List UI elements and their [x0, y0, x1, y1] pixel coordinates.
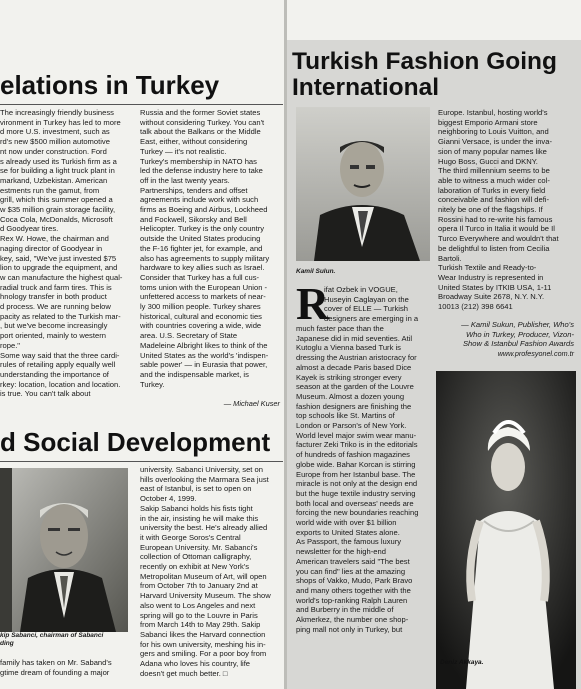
text-line: with countries covering a wide, wide	[140, 321, 262, 331]
text-line: facturer Zeki Triko is in the editorials	[296, 440, 418, 450]
headline-social-development: d Social Development	[0, 427, 271, 457]
text-line: miracle is not only at the design end	[296, 479, 418, 489]
text-line: in the air, insisting he will make this	[140, 513, 259, 523]
text-line: area. U.S. Secretary of State	[140, 331, 238, 341]
text-line: Coca Cola, McDonalds, Microsoft	[0, 214, 113, 224]
text-line: from March 14th to May 29th. Sakip	[140, 620, 261, 630]
text-line: — Kamil Sukun, Publisher, Who's	[461, 320, 574, 329]
headline-fashion-line-2: International	[292, 74, 440, 101]
text-line: both local and overseas' needs are	[296, 498, 414, 508]
text-line: Who in Turkey, Producer, Vizon-	[465, 329, 574, 339]
text-line: East, either, without considering	[140, 137, 248, 147]
text-line: and the indispensable market, is	[140, 369, 249, 379]
text-line: w can manufacture the highest qual-	[0, 272, 123, 282]
dropcap-lines	[324, 285, 431, 324]
headline-rule	[0, 461, 283, 462]
text-line: markand, Uzbekistan. American	[0, 175, 108, 185]
text-line: east of Istanbul, is set to open on	[140, 484, 252, 494]
text-line: Broadway Suite 2678, N.Y. N.Y.	[438, 292, 545, 302]
text-line: Turkey — it's not realistic.	[140, 146, 227, 156]
text-line: neighboring to Louis Vuitton, and	[438, 127, 549, 137]
text-line: gers and smiling. For a poor boy from	[140, 649, 267, 659]
text-line: hnology transfer in both product	[0, 292, 107, 302]
text-line: Turco Everywhere and wouldn't that	[438, 234, 559, 244]
text-line: world wide with over $1 billion	[296, 518, 397, 528]
text-line: collection of Ottoman calligraphy,	[140, 552, 252, 562]
text-line: also has agreements to supply military	[140, 253, 270, 263]
text-line: d Goodyear tires.	[0, 224, 59, 234]
text-line: Hugo Boss, Gucci and DKNY.	[438, 156, 538, 166]
text-line: Akmerkez, the number one shop-	[296, 615, 409, 625]
text-line: Adana who loves his country, life	[140, 659, 251, 669]
headline-rule	[0, 104, 283, 105]
text-line: Turkish Textile and Ready-to-	[438, 263, 537, 273]
article-bottom-col-2	[140, 465, 280, 678]
publisher-credit	[438, 320, 574, 349]
text-line: biggest Emporio Armani store	[438, 117, 538, 127]
text-line: rd's new $500 million automotive	[0, 137, 110, 147]
text-line: s already used its Turkish firm as a	[0, 156, 117, 166]
text-line: hardware to key allies such as Israel.	[140, 263, 265, 273]
text-line: but the huge textile industry serving	[296, 488, 416, 498]
text-line: and many others together with the	[296, 585, 411, 595]
text-line: recently on exhibit at New York's	[140, 562, 250, 572]
text-line: port oriented, mainly to western	[0, 331, 106, 341]
text-line: forcing the new boundaries reaching	[296, 508, 419, 518]
text-line: university the best. He's already allied	[140, 523, 268, 533]
text-line: toms union with the European Union -	[140, 282, 268, 292]
text-line: laboration of Turks in every field	[438, 185, 546, 195]
text-line: American travelers said "The best	[296, 556, 410, 566]
text-line: spring will go to the Louvre in Paris	[140, 610, 258, 620]
text-line: talk about the Balkans or the Middle	[140, 127, 261, 137]
text-line: European University. Mr. Sabanci's	[140, 542, 258, 552]
page-gutter	[284, 0, 287, 689]
text-line: London or Parson's of New York.	[296, 421, 407, 431]
text-line: dressing the Austrian aristocracy for	[296, 353, 417, 363]
text-line: designers are emerging in a	[324, 314, 419, 324]
text-line: nitely be one of the flagships. If	[438, 205, 543, 215]
text-line: also went to Los Angeles and next	[140, 600, 256, 610]
photo-caption-sabanci: kip Sabanci, chairman of Sabanci ding	[0, 632, 104, 647]
text-line: vironment in Turkey has led to more	[0, 117, 121, 127]
text-line: for his own university, meshing his in-	[140, 639, 266, 649]
headline-fashion-line-1: Turkish Fashion Going	[292, 48, 557, 75]
text-line: sion of many popular names like	[438, 146, 547, 156]
text-line: Kayek is striking stronger every	[296, 372, 402, 382]
text-line: radial truck and farm tires. This is	[0, 282, 112, 292]
text-line: historical, cultural and economic ties	[140, 311, 262, 321]
text-line: university. Sabanci University, set on	[140, 465, 263, 474]
text-line: family has taken on Mr. Saband's	[0, 658, 112, 667]
text-line: pacity as related to the Turkish mar-	[0, 311, 121, 321]
text-line: is true. You can't talk about	[0, 389, 91, 399]
text-line: Turkey's membership in NATO has	[140, 156, 257, 166]
text-line: Rex W. Howe, the chairman and	[0, 234, 109, 244]
text-line: conceivable and fashion will defi-	[438, 195, 550, 205]
text-line: The increasingly friendly business	[0, 108, 114, 117]
byline: — Michael Kuser	[223, 399, 280, 408]
text-line: outside the United States producing	[140, 234, 261, 244]
photo-caption-deniz-akkaya: Deniz Akkaya.	[440, 659, 484, 666]
text-line: lion to upgrade the equipment, and	[0, 263, 118, 273]
text-line: it with George Soros's Central	[140, 532, 241, 542]
text-line: Sakip Sabanci holds his fists tight	[140, 503, 253, 513]
portrait-photo-kamil-sulun	[296, 107, 430, 261]
text-line: ly 300 million people. Turkey shares	[140, 302, 261, 312]
article-col-1	[0, 108, 130, 399]
text-line: Harvard University Museum. The show	[140, 591, 271, 601]
text-line: Kutoglu a Vienna based Turk is	[296, 343, 401, 353]
fashion-model-photo	[436, 371, 576, 689]
text-line: world's top-ranking Ralph Lauren	[296, 595, 408, 605]
text-line: Wear Industry is represented in	[438, 272, 544, 282]
portrait-illustration	[0, 468, 128, 632]
text-line: shops of Vakko, Mudo, Park Bravo	[296, 576, 413, 586]
text-line: nt now under construction. Ford	[0, 146, 107, 156]
text-line: Turkey.	[140, 379, 165, 389]
text-line: Some way said that the three cardi-	[0, 350, 120, 360]
text-line: Helicopter. Turkey is the only country	[140, 224, 265, 234]
headline-relations: elations in Turkey	[0, 70, 220, 100]
text-line: exports to United States alone.	[296, 527, 400, 537]
text-line: d process. We are running below	[0, 302, 111, 312]
text-line: understanding the importance of	[0, 369, 109, 379]
text-line: sable power' — in Eurasia that power,	[140, 360, 268, 370]
text-line: top schools like St. Martins of	[296, 411, 395, 421]
text-line: Partnerships, tenders and offset	[140, 185, 248, 195]
article-bottom-col-1	[0, 658, 130, 677]
text-line: firms as Boeing and Airbus, Lockheed	[140, 205, 268, 215]
text-line: without considering Turkey. You can't	[140, 117, 265, 127]
text-line: season at the garden of the Louvre	[296, 382, 414, 392]
text-line: Rossini had to re-write his famous	[438, 214, 553, 224]
text-line: from October 7th to January 2nd at	[140, 581, 258, 591]
text-line: of hundreds of fashion magazines	[296, 450, 410, 460]
text-line: much faster pace than the	[296, 324, 384, 333]
text-line: Consider that Turkey has a full cus-	[140, 272, 260, 282]
text-line: United States as the world's 'indispen-	[140, 350, 269, 360]
text-line: doesn't get much better. □	[140, 668, 228, 678]
text-line: the F-16 fighter jet, for example, and	[140, 243, 263, 253]
text-line: ping mall not only in Turkey, but	[296, 624, 403, 634]
article-col-2	[140, 108, 280, 389]
text-line: rules of retailing apply equally well	[0, 360, 116, 370]
text-line: w $35 million grain storage facility,	[0, 205, 116, 215]
fashion-body-col-1	[296, 324, 431, 635]
text-line: The third millennium seems to be	[438, 166, 550, 176]
text-line: led the defense industry here to take	[140, 166, 263, 176]
text-line: Gianni Versace, is under the inva-	[438, 137, 552, 147]
text-line: Show & Istanbul Fashion Awards	[462, 339, 574, 349]
portrait-illustration	[296, 107, 430, 261]
model-illustration	[436, 371, 576, 689]
text-line: As Passport, the famous luxury	[296, 537, 402, 547]
text-line: rkey: location, location and location.	[0, 379, 121, 389]
text-line: be delightful to listen from Cecilia	[438, 243, 550, 253]
photo-caption-kamil-sulun: Kamil Sulun.	[296, 268, 336, 275]
dropcap-letter: R	[296, 278, 330, 329]
text-line: Europe. Istanbul, hosting world's	[438, 108, 548, 117]
text-line: fashion designers are finishing the	[296, 401, 412, 411]
text-line: Europe from her Istanbul base. The	[296, 469, 416, 479]
text-line: hills overlooking the Marmara Sea just	[140, 474, 269, 484]
portrait-photo-sabanci	[0, 468, 128, 632]
text-line: Bartoli.	[438, 253, 462, 263]
text-line: Madeleine Albright likes to think of the	[140, 340, 268, 350]
text-line: estments run the gamut, from	[0, 185, 100, 195]
fashion-body-col-2	[438, 108, 574, 312]
text-line: agreements include work with such	[140, 195, 259, 205]
text-line: Metropolitan Museum of Art, will open	[140, 571, 267, 581]
text-line: key, said, "We've just invested $75	[0, 253, 117, 263]
text-line: unfettered access to markets of near-	[140, 292, 266, 302]
text-line: , but we've become increasingly	[0, 321, 108, 331]
text-line: Museum. Almost a dozen young	[296, 391, 405, 401]
text-line: se for building a light truck plant in	[0, 166, 115, 176]
text-line: cover of ELLE — Turkish	[324, 304, 408, 314]
text-line: United States by ITKIB USA, 1-11	[438, 282, 552, 292]
text-line: ifat Ozbek in VOGUE,	[324, 285, 398, 294]
text-line: and Fockwell, Sikorsky and Bell	[140, 214, 247, 224]
text-line: Sabanci likes the Harvard connection	[140, 629, 266, 639]
text-line: able to witness a much wider col-	[438, 175, 550, 185]
text-line: newsletter for the high-end	[296, 547, 386, 557]
website-url: www.profesyonel.com.tr	[497, 349, 574, 358]
text-line: opera Il Turco in Italia it would be Il	[438, 224, 555, 234]
text-line: almost a decade Paris based Dice	[296, 362, 412, 372]
text-line: d more U.S. investment, such as	[0, 127, 110, 137]
text-line: October 4, 1999.	[140, 494, 197, 504]
text-line: and Burberry in the middle of	[296, 605, 394, 615]
text-line: rope."	[0, 340, 21, 350]
text-line: World level major swim wear manu-	[296, 430, 417, 440]
text-line: Russia and the former Soviet states	[140, 108, 261, 117]
text-line: 10013 (212) 398 6641	[438, 302, 513, 312]
text-line: globe wide. Bahar Korcan is stirring	[296, 459, 416, 469]
text-line: naging director of Goodyear in	[0, 243, 103, 253]
text-line: gtime dream of founding a major	[0, 667, 110, 677]
text-line: grill, which this summer opened a	[0, 195, 113, 205]
text-line: you can find" lies at the amazing	[296, 566, 406, 576]
text-line: Huseyin Caglayan on the	[324, 294, 409, 304]
text-line: off in the last twenty years.	[140, 175, 230, 185]
text-line: Japanese did in mid seventies. Atil	[296, 333, 413, 343]
